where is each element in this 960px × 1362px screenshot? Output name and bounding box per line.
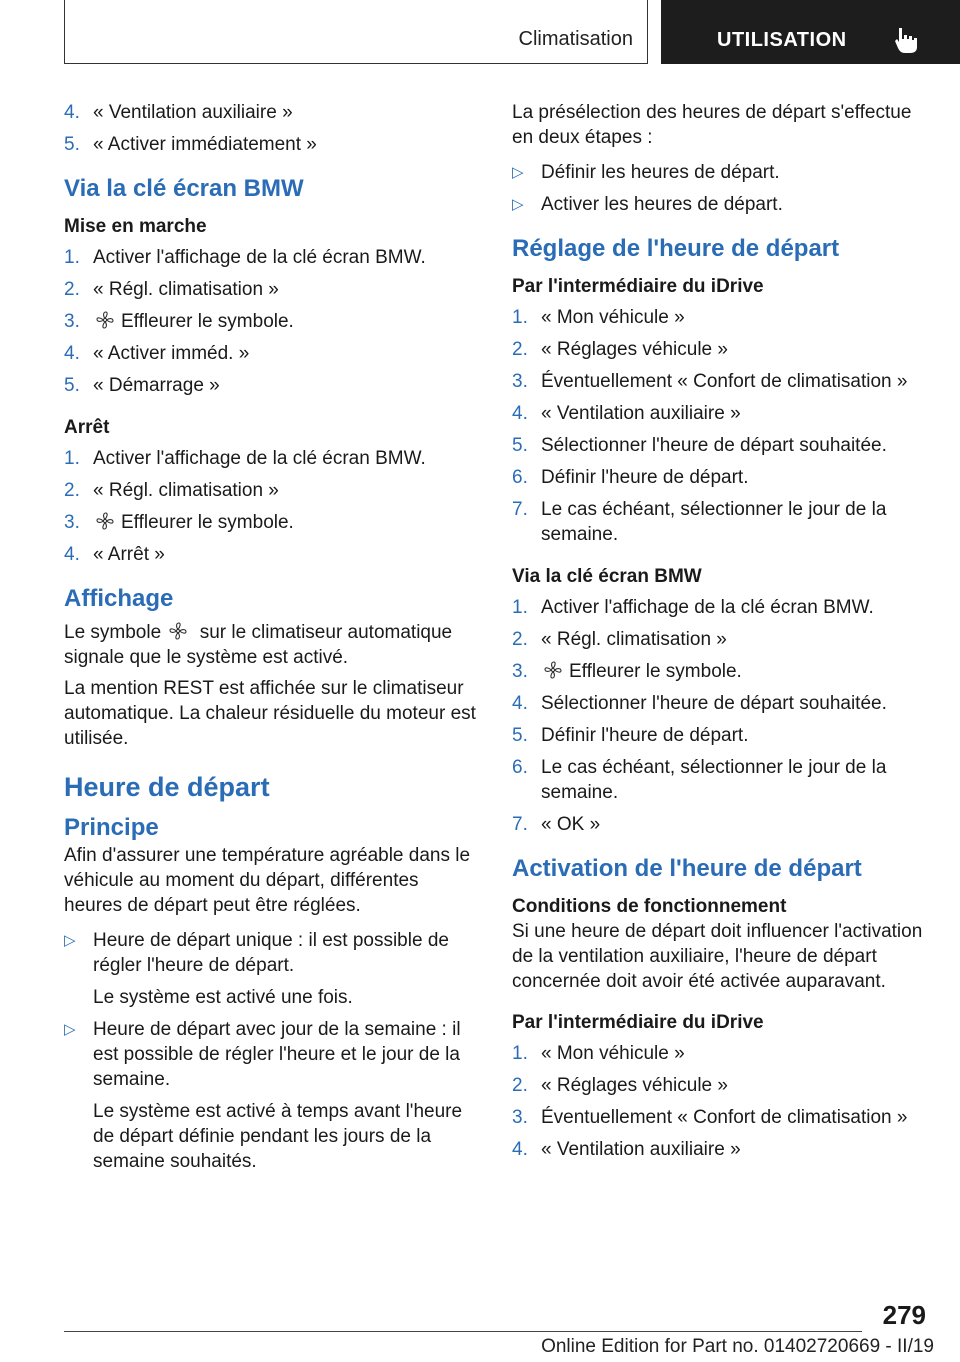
list-item: 4. « Ventilation auxiliaire » xyxy=(512,1139,741,1160)
list-item: 4. « Ventilation auxiliaire » xyxy=(512,403,741,424)
heading-heure-de-depart: Heure de départ xyxy=(64,772,270,802)
list-item: 7. Le cas échéant, sélectionner le jour de la semaine. xyxy=(512,499,887,545)
header-chapter-tab xyxy=(661,0,960,64)
list-item: 1. « Mon véhicule » xyxy=(512,307,685,328)
page-number: 279 xyxy=(882,1300,926,1330)
fan-icon xyxy=(95,310,115,330)
list-item: 1. « Mon véhicule » xyxy=(512,1043,685,1064)
paragraph: Afin d'assurer une température agréable dans le véhicule au moment du départ, différentes heures de départ peut être réglées. xyxy=(64,845,471,916)
list-item: 1. Activer l'affichage de la clé écran BMW. xyxy=(512,597,874,618)
heading-conditions: Conditions de fonctionnement xyxy=(512,896,787,917)
list-item: 5. Sélectionner l'heure de départ souhaitée. xyxy=(512,435,887,456)
footer-edition: Online Edition for Part no. 01402720669 - II/19 xyxy=(541,1336,934,1357)
heading-idrive: Par l'intermédiaire du iDrive xyxy=(512,1012,764,1033)
list-item: 2. « Réglages véhicule » xyxy=(512,1075,728,1096)
bullet-item: ▷ Heure de départ unique : il est possible de régler l'heure de départ. xyxy=(64,930,449,976)
right-column xyxy=(512,100,928,1169)
heading-idrive: Par l'intermédiaire du iDrive xyxy=(512,276,764,297)
paragraph: Le symbole sur le climatiseur automatique signale que le système est activé. xyxy=(64,622,453,668)
header-section-box xyxy=(64,0,648,64)
list-item: 5. Définir l'heure de départ. xyxy=(512,725,749,746)
list-item: 1. Activer l'affichage de la clé écran BMW. xyxy=(64,448,426,469)
header-section-title: Climatisation xyxy=(518,28,633,50)
header-chapter-title: UTILISATION xyxy=(717,29,847,51)
bullet-subtext: Le système est activé une fois. xyxy=(93,987,353,1008)
bullet-item: ▷ Activer les heures de départ. xyxy=(512,194,783,215)
list-item: 2. « Régl. climatisation » xyxy=(64,480,279,501)
heading-principe: Principe xyxy=(64,814,159,841)
heading-mise-en-marche: Mise en marche xyxy=(64,216,207,237)
list-item: 4. « Ventilation auxiliaire » xyxy=(64,102,293,123)
list-item: 3. Effleurer le symbole. xyxy=(512,661,742,682)
list-item: 4. « Arrêt » xyxy=(64,544,165,565)
heading-arret: Arrêt xyxy=(64,417,110,438)
paragraph: La présélection des heures de départ s'effectue en deux étapes : xyxy=(512,102,912,148)
fan-icon xyxy=(543,660,563,680)
list-item: 6. Le cas échéant, sélectionner le jour de la semaine. xyxy=(512,757,887,803)
list-item: 4. « Activer imméd. » xyxy=(64,343,250,364)
list-item: 2. « Régl. climatisation » xyxy=(64,279,279,300)
paragraph: Si une heure de départ doit influencer l'activation de la ventilation auxiliaire, l'heure de départ concernée doit avoir été activée auparavant. xyxy=(512,921,923,992)
list-item: 2. « Régl. climatisation » xyxy=(512,629,727,650)
list-item: 6. Définir l'heure de départ. xyxy=(512,467,749,488)
heading-via-cle: Via la clé écran BMW xyxy=(512,566,702,587)
hand-pointing-icon xyxy=(893,26,919,54)
bullet-subtext: Le système est activé à temps avant l'heure de départ définie pendant les jours de la semaine souhaités. xyxy=(93,1101,463,1172)
footer-divider xyxy=(64,1331,862,1332)
left-column xyxy=(64,100,480,1181)
heading-reglage: Réglage de l'heure de départ xyxy=(512,235,840,262)
heading-affichage: Affichage xyxy=(64,585,174,612)
list-item: 7. « OK » xyxy=(512,814,601,835)
list-item: 3. Éventuellement « Confort de climatisation » xyxy=(512,1107,908,1128)
list-item: 3. Effleurer le symbole. xyxy=(64,512,294,533)
list-item: 4. Sélectionner l'heure de départ souhaitée. xyxy=(512,693,887,714)
fan-icon xyxy=(168,621,188,641)
list-item: 3. Effleurer le symbole. xyxy=(64,311,294,332)
heading-via-cle: Via la clé écran BMW xyxy=(64,175,304,202)
bullet-item: ▷ Définir les heures de départ. xyxy=(512,162,780,183)
bullet-item: ▷ Heure de départ avec jour de la semaine : il est possible de régler l'heure et le jour de la semaine. xyxy=(64,1019,461,1090)
list-item: 2. « Réglages véhicule » xyxy=(512,339,728,360)
paragraph: La mention REST est affichée sur le climatiseur automatique. La chaleur résiduelle du moteur est utilisée. xyxy=(64,678,476,749)
list-item: 1. Activer l'affichage de la clé écran BMW. xyxy=(64,247,426,268)
list-item: 3. Éventuellement « Confort de climatisation » xyxy=(512,371,908,392)
list-item: 5. « Démarrage » xyxy=(64,375,220,396)
list-item: 5. « Activer immédiatement » xyxy=(64,134,317,155)
fan-icon xyxy=(95,511,115,531)
heading-activation: Activation de l'heure de départ xyxy=(512,855,862,882)
